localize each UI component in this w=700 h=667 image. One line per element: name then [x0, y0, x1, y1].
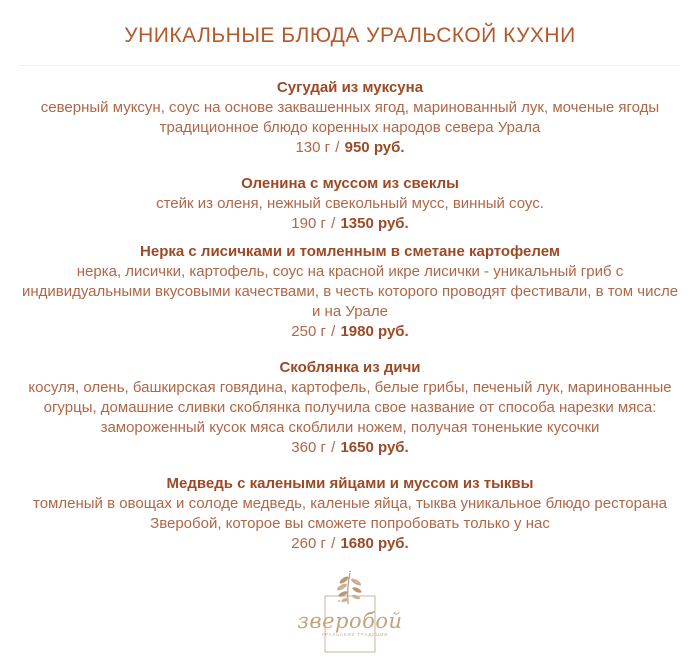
dish-price: 1980 руб. — [340, 323, 409, 340]
price-separator: / — [331, 535, 336, 552]
dish-price: 950 руб. — [344, 139, 405, 156]
dish-name: Нерка с лисичками и томленным в сметане картофелем — [140, 243, 560, 260]
menu-item — [20, 174, 680, 234]
dish-weight: 250 г — [291, 323, 326, 340]
menu-item — [20, 358, 680, 458]
dish-name: Оленина с муссом из свеклы — [241, 175, 459, 192]
page-title: УНИКАЛЬНЫЕ БЛЮДА УРАЛЬСКОЙ КУХНИ — [124, 24, 576, 47]
dish-price: 1350 руб. — [340, 215, 409, 232]
divider — [20, 65, 680, 66]
dish-description: косуля, олень, башкирская говядина, картофель, белые грибы, печеный лук, маринованные огурцы, домашние сливки скоблянка получила свое название от способа нарезки мяса: замороженный кусок мяса скоблили ножем, получая тоненькие кусочки — [28, 379, 672, 436]
zveroboy-logo-icon — [283, 570, 417, 662]
brand-script: зверобой — [297, 609, 403, 633]
dish-price-line — [20, 214, 680, 234]
dish-name: Медведь с калеными яйцами и муссом из тыквы — [166, 475, 534, 492]
dish-weight: 360 г — [291, 439, 326, 456]
price-separator: / — [335, 139, 340, 156]
dish-price-line — [20, 322, 680, 342]
dish-weight: 130 г — [295, 139, 331, 156]
price-separator: / — [331, 439, 336, 456]
price-separator: / — [331, 323, 336, 340]
restaurant-logo — [20, 570, 680, 667]
dish-price: 1650 руб. — [340, 439, 409, 456]
branch-icon — [336, 571, 362, 604]
dish-name: Скоблянка из дичи — [279, 359, 421, 376]
dish-price: 1680 руб. — [340, 535, 409, 552]
dish-weight: 190 г — [291, 215, 326, 232]
dish-weight: 260 г — [291, 535, 326, 552]
dish-description: томленый в овощах и солоде медведь, каленые яйца, тыква уникальное блюдо ресторана Зверобой, которое вы сможете попробовать только у нас — [33, 495, 667, 532]
dish-description: нерка, лисички, картофель, соус на красной икре лисички - уникальный гриб с индивидуальными вкусовыми качествами, в честь которого проводят фестивали, в том числе и на Урале — [21, 263, 679, 320]
dish-price-line — [20, 138, 680, 158]
price-separator: / — [331, 215, 336, 232]
dish-description: стейк из оленя, нежный свекольный мусс, винный соус. — [156, 195, 544, 212]
dish-price-line — [20, 534, 680, 554]
brand-tagline: УРАЛЬСКИЕ ТРАДИЦИИ — [321, 632, 389, 637]
dish-price-line — [20, 438, 680, 458]
menu-list — [20, 78, 680, 554]
dish-name: Сугудай из муксуна — [276, 79, 424, 96]
dish-description: северный муксун, соус на основе заквашенных ягод, маринованный лук, моченые ягоды традиционное блюдо коренных народов севера Урала — [40, 99, 660, 136]
menu-item — [20, 78, 680, 158]
menu-item — [20, 474, 680, 554]
menu-item — [20, 242, 680, 342]
